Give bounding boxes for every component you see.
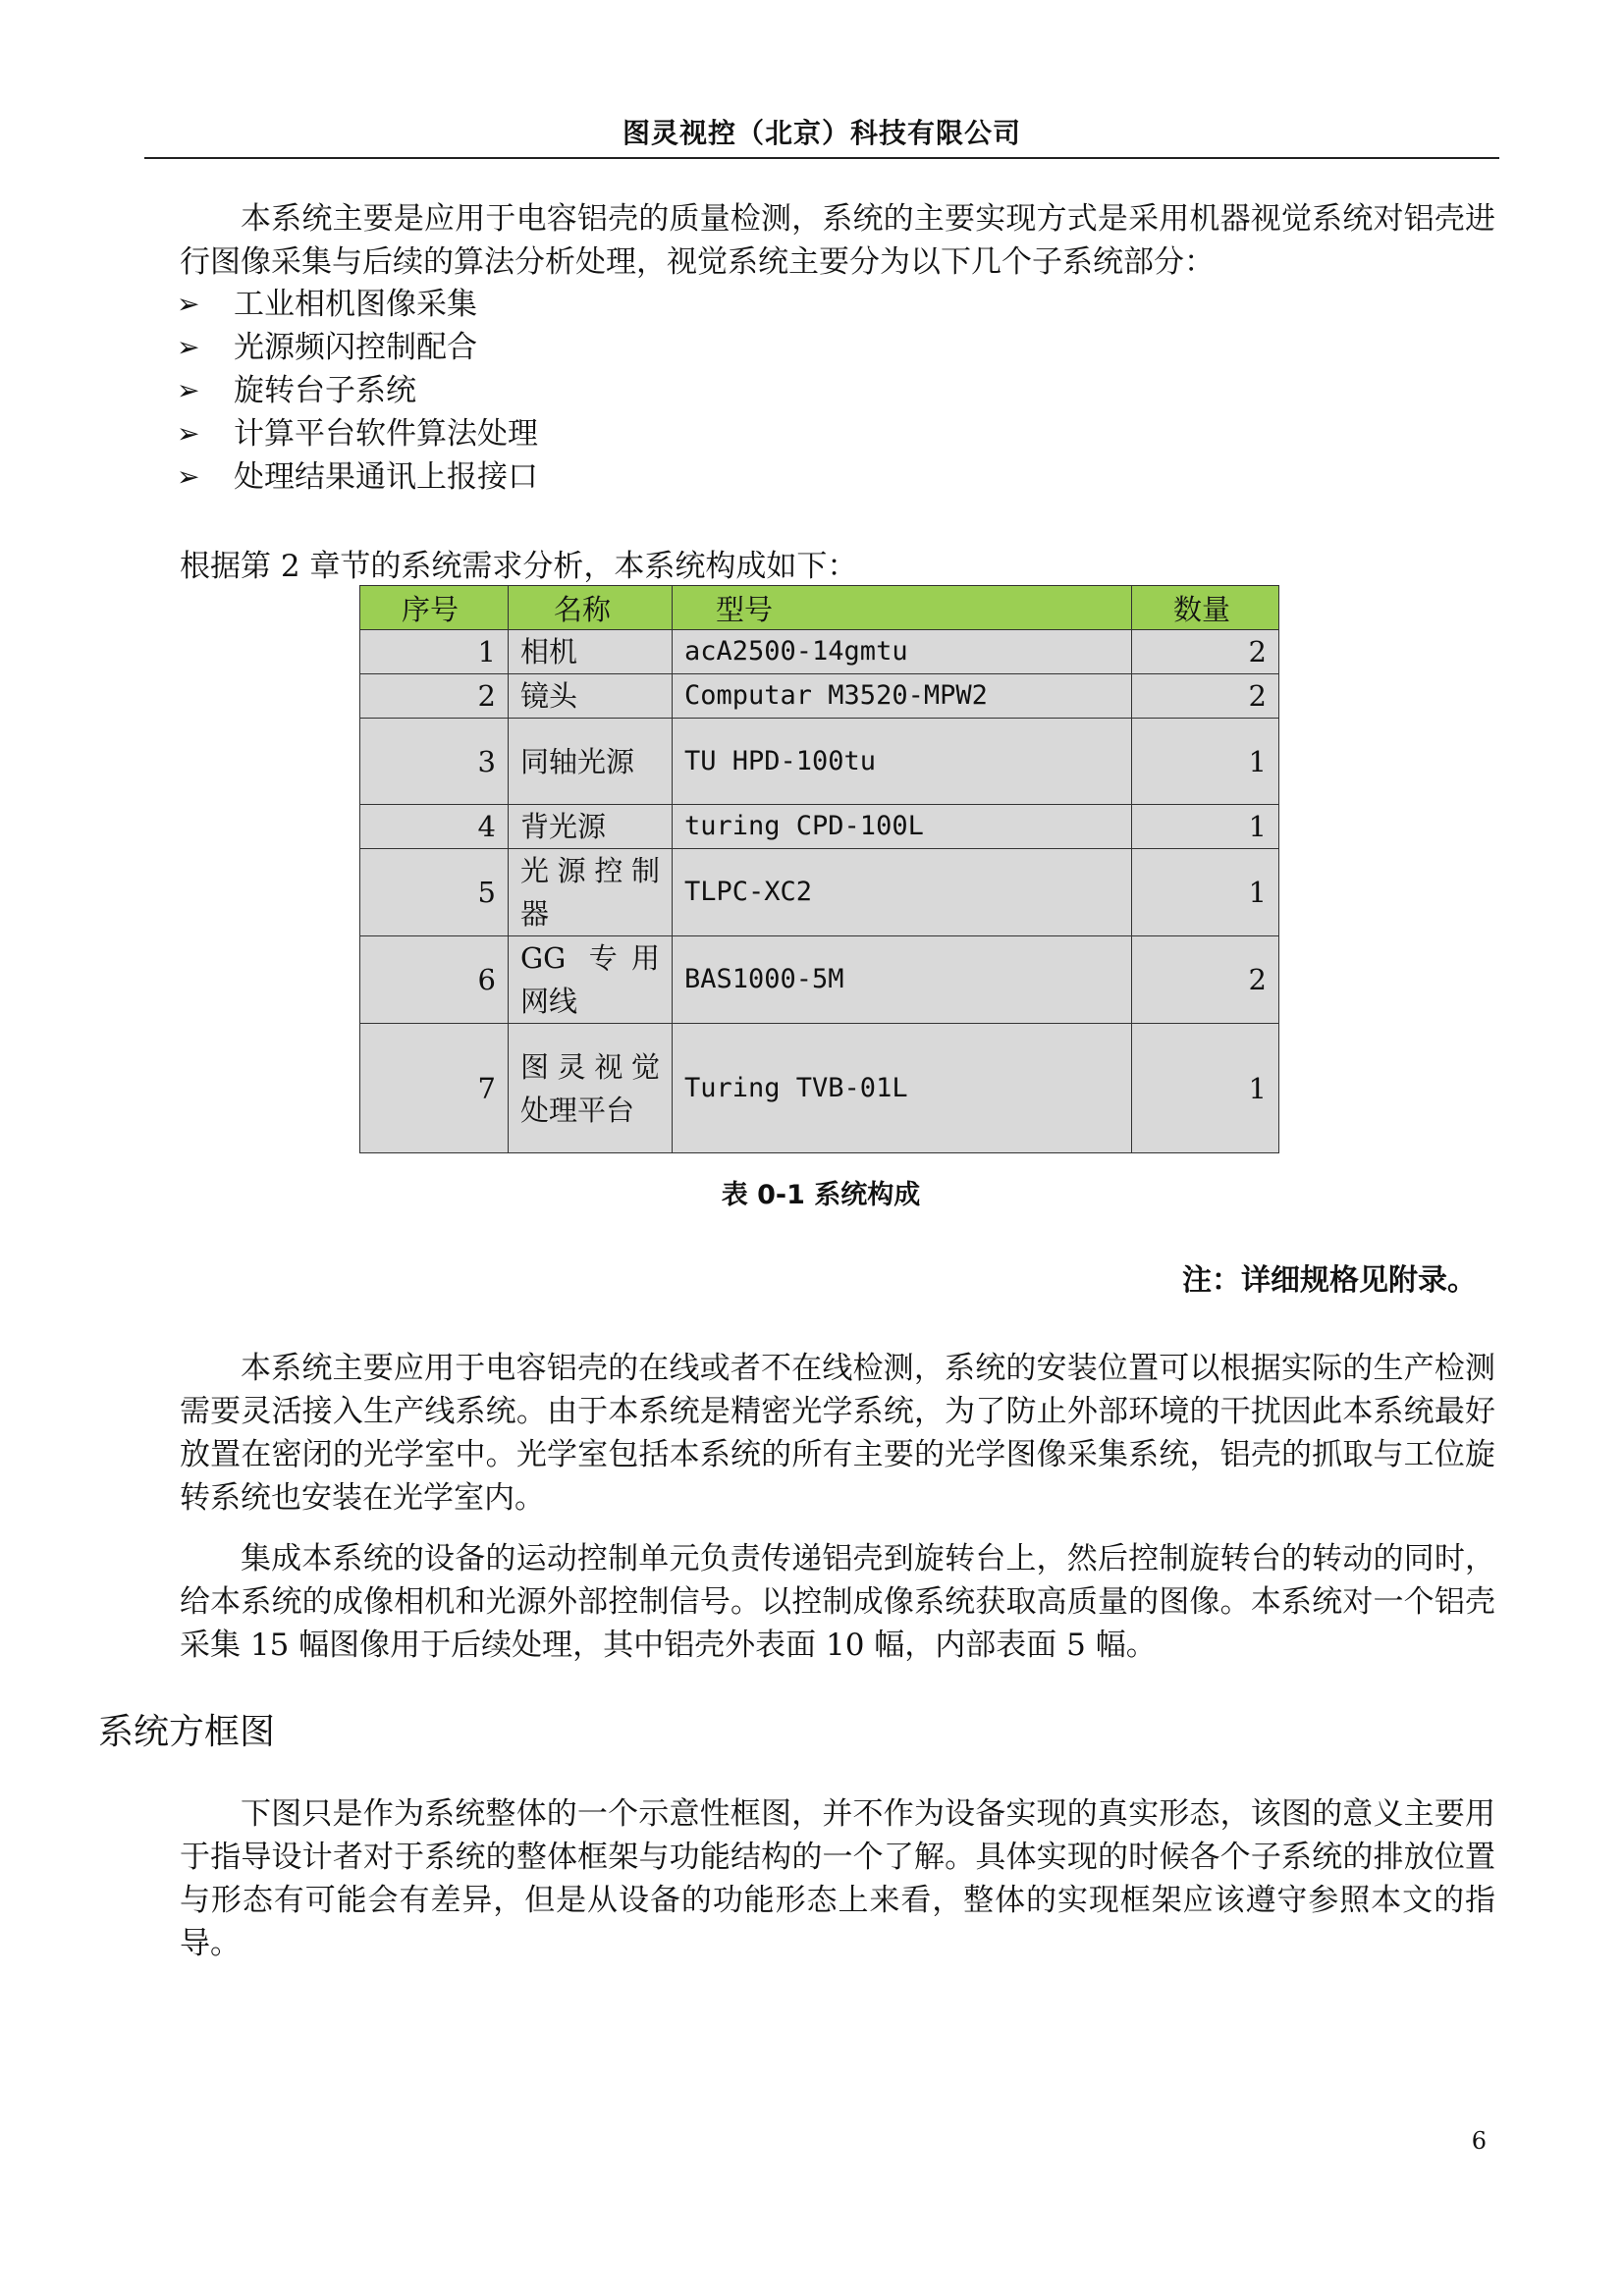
table-row	[360, 674, 1279, 719]
cell-name: 同轴光源	[509, 719, 673, 805]
list-item-text: 光源频闪控制配合	[234, 330, 477, 365]
list-item	[177, 455, 538, 499]
list-item-text: 旋转台子系统	[234, 373, 416, 408]
cell-qty: 1	[1132, 805, 1279, 849]
document-header: 图灵视控（北京）科技有限公司	[622, 117, 1021, 149]
cell-no: 6	[360, 936, 509, 1024]
page-number: 6	[1471, 2127, 1487, 2155]
cell-no: 1	[360, 630, 509, 674]
cell-name: 光源控制器	[509, 849, 673, 936]
cell-qty: 1	[1132, 849, 1279, 936]
cell-name: 镜头	[509, 674, 673, 719]
arrow-bullet-icon: ➢	[177, 460, 200, 493]
installation-paragraph: 本系统主要应用于电容铝壳的在线或者不在线检测，系统的安装位置可以根据实际的生产检测需要灵活接入生产线系统。由于本系统是精密光学系统，为了防止外部环境的干扰因此本系统最好放置在密闭的光学室中。光学室包括本系统的所有主要的光学图像采集系统，铝壳的抓取与工位旋转系统也安装在光学室内。	[180, 1351, 1495, 1516]
cell-no: 2	[360, 674, 509, 719]
cell-name: GG 专用网线	[509, 936, 673, 1024]
table-caption: 表 0-1 系统构成	[721, 1180, 921, 1210]
cell-model: acA2500-14gmtu	[673, 630, 1132, 674]
list-item	[177, 326, 538, 369]
column-header-no: 序号	[360, 586, 509, 630]
table-header-row	[360, 586, 1279, 630]
cell-model: Computar M3520-MPW2	[673, 674, 1132, 719]
table-row	[360, 630, 1279, 674]
appendix-note: 注：详细规格见附录。	[1182, 1263, 1477, 1298]
column-header-name: 名称	[509, 586, 673, 630]
subsystem-list	[177, 283, 538, 499]
list-item-text: 工业相机图像采集	[234, 287, 477, 322]
cell-name: 相机	[509, 630, 673, 674]
cell-name: 图灵视觉处理平台	[509, 1024, 673, 1153]
column-header-qty: 数量	[1132, 586, 1279, 630]
table-row	[360, 1024, 1279, 1153]
arrow-bullet-icon: ➢	[177, 288, 200, 320]
cell-qty: 1	[1132, 1024, 1279, 1153]
system-composition-table	[359, 585, 1279, 1153]
cell-model: TU HPD-100tu	[673, 719, 1132, 805]
section-heading: 系统方框图	[98, 1712, 276, 1752]
cell-no: 5	[360, 849, 509, 936]
integration-paragraph: 集成本系统的设备的运动控制单元负责传递铝壳到旋转台上，然后控制旋转台的转动的同时，给本系统的成像相机和光源外部控制信号。以控制成像系统获取高质量的图像。本系统对一个铝壳采集 15 幅图像用于后续处理，其中铝壳外表面 10 幅，内部表面 5 幅。	[180, 1541, 1495, 1663]
list-item	[177, 369, 538, 412]
table-row	[360, 849, 1279, 936]
table-intro: 根据第 2 章节的系统需求分析，本系统构成如下：	[180, 549, 858, 584]
list-item	[177, 283, 538, 326]
cell-no: 7	[360, 1024, 509, 1153]
arrow-bullet-icon: ➢	[177, 331, 200, 363]
list-item-text: 计算平台软件算法处理	[234, 416, 538, 452]
header-rule	[144, 157, 1499, 159]
arrow-bullet-icon: ➢	[177, 374, 200, 406]
table-row	[360, 936, 1279, 1024]
cell-qty: 2	[1132, 936, 1279, 1024]
cell-no: 3	[360, 719, 509, 805]
intro-paragraph: 本系统主要是应用于电容铝壳的质量检测，系统的主要实现方式是采用机器视觉系统对铝壳进行图像采集与后续的算法分析处理，视觉系统主要分为以下几个子系统部分：	[180, 201, 1495, 280]
cell-qty: 2	[1132, 674, 1279, 719]
cell-qty: 2	[1132, 630, 1279, 674]
list-item	[177, 412, 538, 455]
table-row	[360, 805, 1279, 849]
cell-model: Turing TVB-01L	[673, 1024, 1132, 1153]
cell-model: turing CPD-100L	[673, 805, 1132, 849]
cell-no: 4	[360, 805, 509, 849]
list-item-text: 处理结果通讯上报接口	[234, 459, 538, 495]
cell-qty: 1	[1132, 719, 1279, 805]
arrow-bullet-icon: ➢	[177, 417, 200, 450]
column-header-model: 型号	[673, 586, 1132, 630]
cell-name: 背光源	[509, 805, 673, 849]
table-row	[360, 719, 1279, 805]
cell-model: BAS1000-5M	[673, 936, 1132, 1024]
block-diagram-paragraph: 下图只是作为系统整体的一个示意性框图，并不作为设备实现的真实形态，该图的意义主要用于指导设计者对于系统的整体框架与功能结构的一个了解。具体实现的时候各个子系统的排放位置与形态有可能会有差异，但是从设备的功能形态上来看，整体的实现框架应该遵守参照本文的指导。	[180, 1796, 1495, 1961]
cell-model: TLPC-XC2	[673, 849, 1132, 936]
